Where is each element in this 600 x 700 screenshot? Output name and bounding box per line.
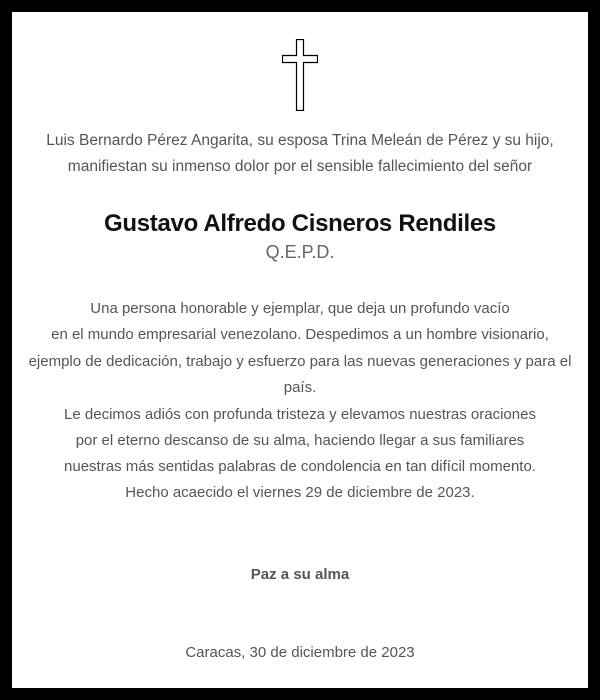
body-line: ejemplo de dedicación, trabajo y esfuerzo para las nuevas generaciones y para el país.	[28, 352, 572, 397]
body-line: Una persona honorable y ejemplar, que deja un profundo vacío	[90, 300, 510, 317]
intro-paragraph	[12, 128, 588, 180]
cross-icon	[282, 39, 318, 111]
body-line: por el eterno descanso de su alma, haciendo llegar a sus familiares	[75, 432, 525, 450]
condolence-paragraph	[12, 296, 588, 481]
place-date: Caracas, 30 de diciembre de 2023	[185, 644, 415, 661]
obituary-card	[12, 12, 588, 688]
deceased-name: Gustavo Alfredo Cisneros Rendiles	[104, 210, 496, 237]
intro-line: Luis Bernardo Pérez Angarita, su esposa Trina Meleán de Pérez y su hijo,	[46, 132, 554, 149]
body-line: Le decimos adiós con profunda tristeza y elevamos nuestras oraciones	[64, 405, 536, 423]
event-date-line: Hecho acaecido el viernes 29 de diciembre de 2023.	[125, 484, 475, 501]
intro-line: manifiestan su inmenso dolor por el sensible fallecimiento del señor	[67, 158, 533, 175]
body-line: nuestras más sentidas palabras de condolencia en tan difícil momento.	[64, 458, 536, 476]
qepd-label: Q.E.P.D.	[265, 242, 335, 262]
closing-phrase: Paz a su alma	[250, 566, 350, 583]
body-line: en el mundo empresarial venezolano. Despedimos a un hombre visionario,	[51, 326, 549, 344]
